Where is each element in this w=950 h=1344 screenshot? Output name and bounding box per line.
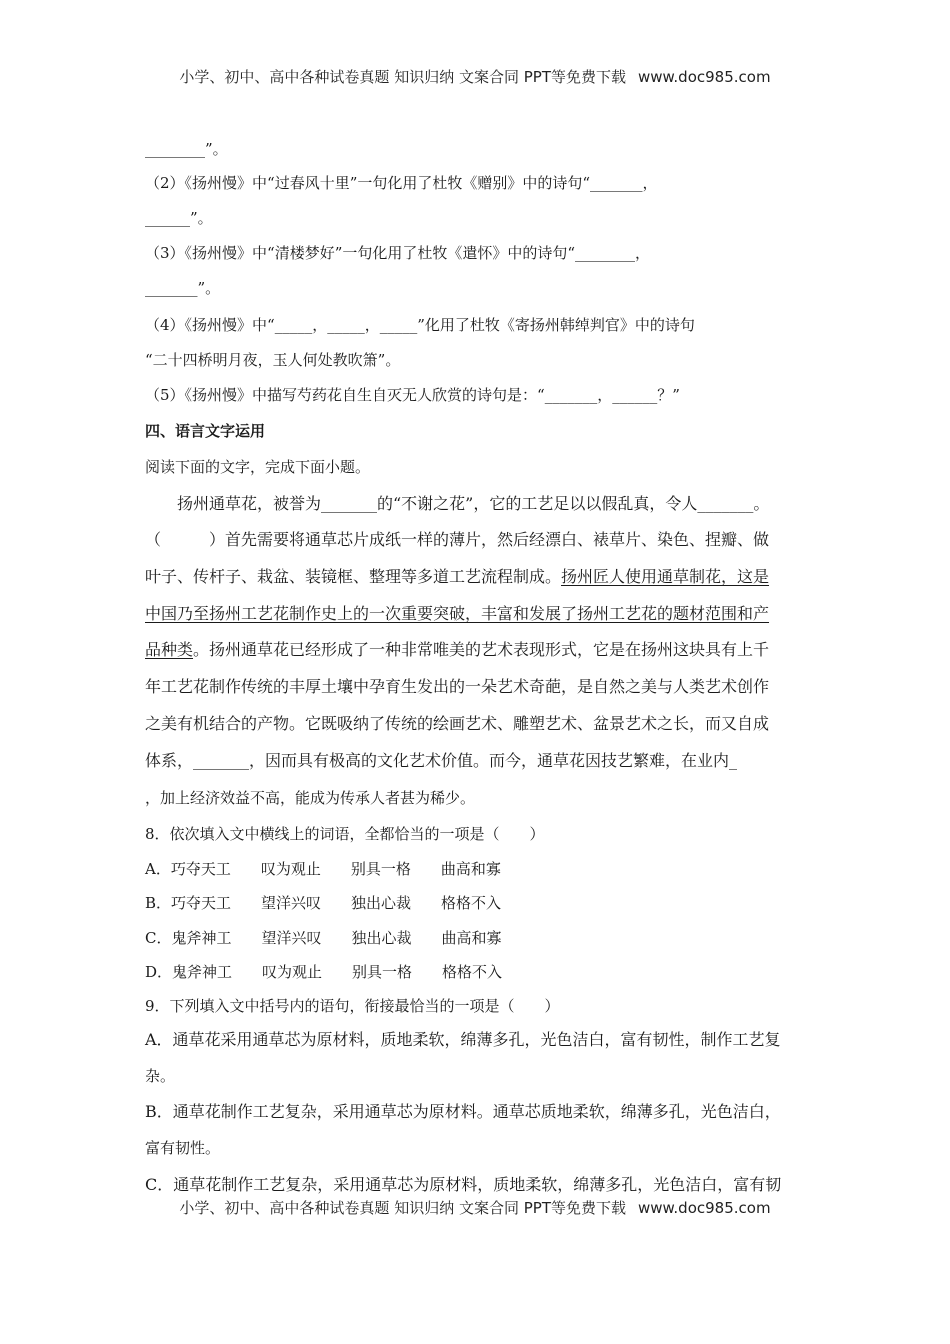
underlined-sentence: 扬州匠人使用通草制花，这是: [561, 567, 770, 586]
answer-option-cont: 富有韧性。: [145, 1139, 221, 1157]
poem-fill-line: “二十四桥明月夜，玉人何处教吹箫”。: [145, 351, 401, 369]
passage-line: 年工艺花制作传统的丰厚土壤中孕育生发出的一朵艺术奇葩，是自然之美与人类艺术创作: [145, 677, 770, 696]
answer-option: C．鬼斧神工 望洋兴叹 独出心裁 曲高和寡: [145, 929, 502, 947]
passage-line: 之美有机结合的产物。它既吸纳了传统的绘画艺术、雕塑艺术、盆景艺术之长，而又自成: [145, 714, 770, 733]
question-stem: 9．下列填入文中括号内的语句，衔接最恰当的一项是（ ）: [145, 997, 560, 1015]
passage-text: 。扬州通草花已经形成了一种非常唯美的艺术表现形式，它是在扬州这块具有上千: [193, 640, 770, 659]
poem-fill-line: （3）《扬州慢》中“清楼梦好”一句化用了杜牧《遣怀》中的诗句“________，: [145, 244, 651, 262]
answer-option: B．巧夺天工 望洋兴叹 独出心裁 格格不入: [145, 894, 502, 912]
passage-line: 体系，_______，因而具有极高的文化艺术价值。而今，通草花因技艺繁难，在业内_: [145, 751, 738, 770]
answer-option: B．通草花制作工艺复杂，采用通草芯为原材料。通草芯质地柔软，绵薄多孔，光色洁白，: [145, 1102, 781, 1121]
passage-line: （ ）首先需要将通草芯片成纸一样的薄片，然后经漂白、裱草片、染色、捏瓣、做: [145, 530, 770, 549]
poem-fill-line: _______”。: [145, 279, 221, 297]
answer-option-cont: 杂。: [145, 1067, 176, 1085]
section-title: 四、语言文字运用: [145, 422, 266, 440]
header-site: www.doc985.com: [637, 68, 771, 86]
passage-line: 扬州通草花，被誉为_______的“不谢之花”，它的工艺足以以假乱真，令人_______。: [177, 494, 770, 513]
passage-text: 叶子、传杆子、栽盆、装镜框、整理等多道工艺流程制成。: [145, 567, 562, 586]
poem-fill-line: ______”。: [145, 209, 213, 227]
page-footer: [0, 1197, 950, 1218]
poem-fill-line: （4）《扬州慢》中“_____，_____，_____”化用了杜牧《寄扬州韩绰判官》中的诗句: [145, 316, 695, 334]
answer-option: A．通草花采用通草芯为原材料，质地柔软，绵薄多孔，光色洁白，富有韧性，制作工艺复: [145, 1030, 781, 1049]
poem-fill-line: （5）《扬州慢》中描写芍药花自生自灭无人欣赏的诗句是：“_______，______？”: [145, 386, 680, 404]
poem-fill-line: （2）《扬州慢》中“过春风十里”一句化用了杜牧《赠别》中的诗句“_______，: [145, 174, 658, 192]
passage-line: ，加上经济效益不高，能成为传承人者甚为稀少。: [145, 789, 476, 807]
question-stem: 8．依次填入文中横线上的词语，全都恰当的一项是（ ）: [145, 825, 545, 843]
footer-site: www.doc985.com: [637, 1199, 771, 1217]
header-text: 小学、初中、高中各种试卷真题 知识归纳 文案合同 PPT等免费下载: [179, 68, 626, 86]
answer-option: D．鬼斧神工 叹为观止 别具一格 格格不入: [145, 963, 503, 981]
underlined-sentence: 中国乃至扬州工艺花制作史上的一次重要突破，丰富和发展了扬州工艺花的题材范围和产: [145, 604, 770, 623]
page-header: [0, 66, 950, 87]
answer-option: C．通草花制作工艺复杂，采用通草芯为原材料，质地柔软，绵薄多孔，光色洁白，富有韧: [145, 1175, 782, 1194]
underlined-sentence: 品种类: [145, 640, 194, 659]
poem-fill-line: ________”。: [145, 140, 228, 158]
footer-text: 小学、初中、高中各种试卷真题 知识归纳 文案合同 PPT等免费下载: [179, 1199, 626, 1217]
passage-line: [145, 567, 769, 587]
answer-option: A．巧夺天工 叹为观止 别具一格 曲高和寡: [145, 860, 501, 878]
section-instruction: 阅读下面的文字，完成下面小题。: [145, 458, 371, 476]
passage-line: [145, 640, 769, 660]
